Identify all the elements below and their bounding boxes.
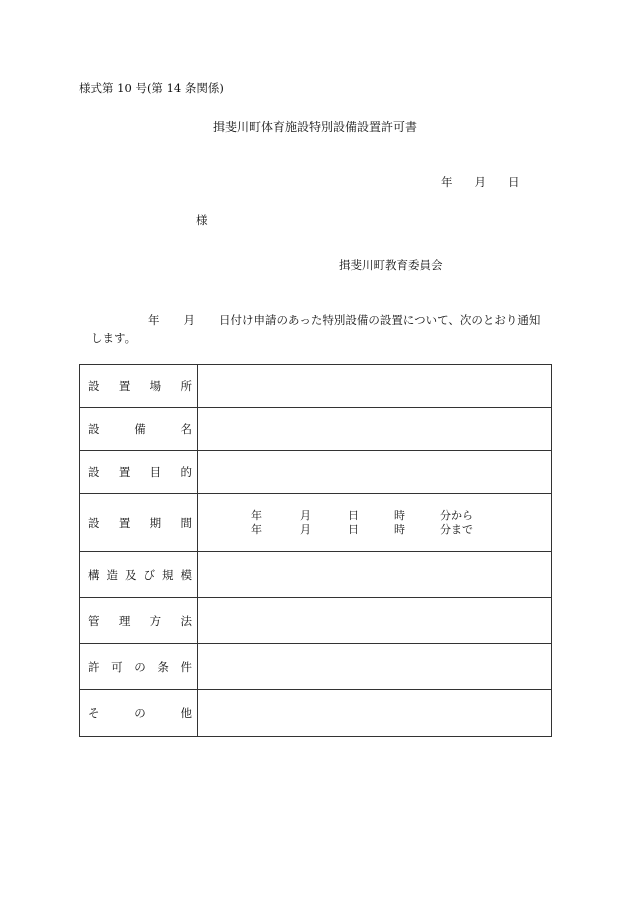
notice-year: 年 <box>148 313 160 327</box>
value-cell-purpose[interactable] <box>198 451 552 494</box>
row-label-period: 設 置 期 間 <box>88 515 192 530</box>
value-cell-period[interactable] <box>198 494 552 552</box>
value-cell-equipment[interactable] <box>198 408 552 451</box>
notice-month: 月 <box>183 313 195 327</box>
row-label-equipment: 設 備 名 <box>88 422 192 436</box>
date-day: 日 <box>508 175 520 189</box>
label-cell <box>80 365 198 408</box>
notice-line-2: します。 <box>91 331 137 345</box>
label-cell <box>80 690 198 737</box>
issuer-name: 揖斐川町教育委員会 <box>339 258 443 272</box>
label-cell <box>80 451 198 494</box>
label-cell <box>80 552 198 598</box>
table-row-equipment <box>80 408 552 451</box>
period-start: 年 月 日 時 分から <box>251 508 473 522</box>
value-cell-other[interactable] <box>198 690 552 737</box>
notice-text: 日付け申請のあった特別設備の設置について、次のとおり通知 <box>219 313 541 327</box>
period-end: 年 月 日 時 分まで <box>251 522 473 536</box>
value-cell-management[interactable] <box>198 598 552 644</box>
document-title: 揖斐川町体育施設特別設備設置許可書 <box>212 120 417 134</box>
table-row-location <box>80 365 552 408</box>
issue-date <box>441 174 520 190</box>
notice-line-1 <box>148 312 540 328</box>
value-cell-structure[interactable] <box>198 552 552 598</box>
date-month: 月 <box>474 175 486 189</box>
row-label-structure: 構 造 及 び 規 模 <box>88 567 192 582</box>
row-label-conditions: 許 可 の 条 件 <box>88 659 192 674</box>
date-year: 年 <box>441 175 453 189</box>
value-cell-conditions[interactable] <box>198 644 552 690</box>
row-label-purpose: 設 置 目 的 <box>88 465 192 479</box>
row-label-location: 設 置 場 所 <box>88 379 192 393</box>
label-cell <box>80 644 198 690</box>
row-label-management: 管 理 方 法 <box>88 613 192 628</box>
label-cell <box>80 598 198 644</box>
label-cell <box>80 408 198 451</box>
table-row-period <box>80 494 552 552</box>
permit-details-table <box>79 364 552 737</box>
addressee-honorific: 様 <box>196 213 208 227</box>
value-cell-location[interactable] <box>198 365 552 408</box>
table-row-structure <box>80 552 552 598</box>
label-cell <box>80 494 198 552</box>
form-number: 様式第 10 号(第 14 条関係) <box>79 81 224 95</box>
table-row-conditions <box>80 644 552 690</box>
row-label-other: そ の 他 <box>88 706 192 720</box>
table-row-other <box>80 690 552 737</box>
table-row-purpose <box>80 451 552 494</box>
table-row-management <box>80 598 552 644</box>
